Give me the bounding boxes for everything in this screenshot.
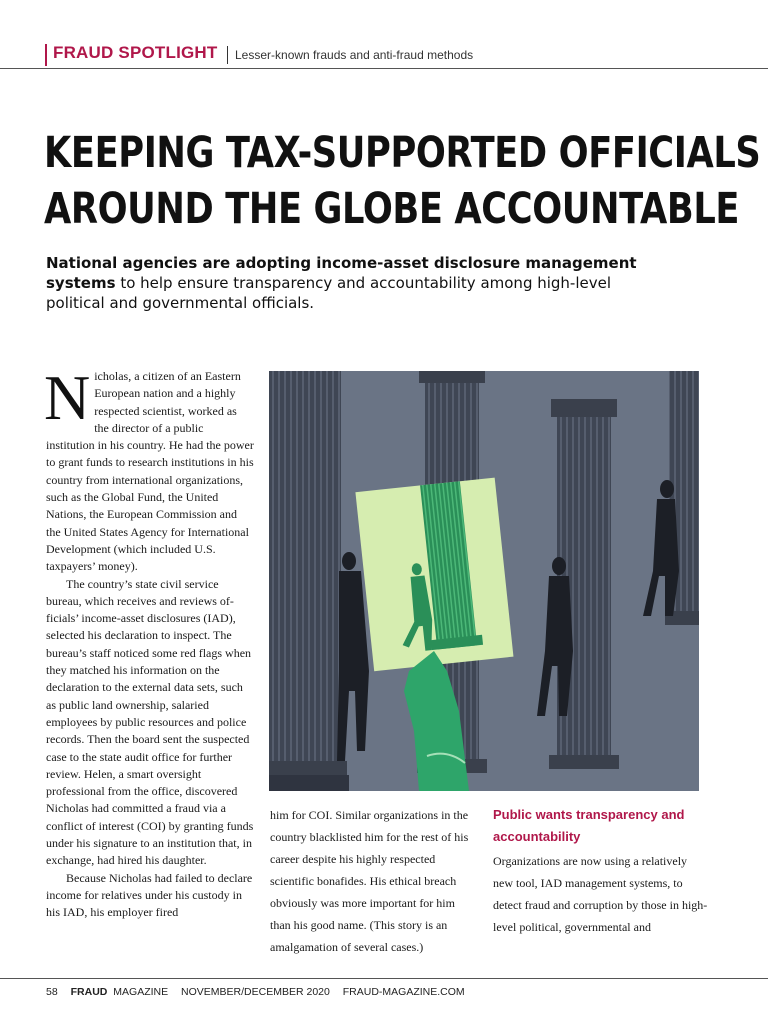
header-divider <box>227 46 228 64</box>
article-dek <box>46 253 666 313</box>
article-column-3 <box>493 804 708 938</box>
columns-illustration <box>269 371 699 791</box>
page-number: 58 <box>46 986 58 998</box>
article-column-1 <box>44 362 254 922</box>
article-column-2 <box>270 804 478 958</box>
column-left <box>269 371 349 791</box>
paragraph-2: The country’s state civil service bureau, which receives and reviews of-ficials’ income-asset disclosures (IAD), selected his declaration to inspect. The bureau’s staff noticed some red flags when they matched his information on the declaration to the external data sets, such as public land ownership, salaried employees by public resources and police records. Then the board sent the suspected case to the state audit office for further review. Helen, a smart oversight professional from the office, discovered Nicholas had committed a fraud via a conflict of interest (COI) by granting funds under his signature to an institution that, in exchange, had hired his daughter. <box>46 576 254 868</box>
section-label: FRAUD SPOTLIGHT <box>53 43 218 62</box>
footer-rule <box>0 978 768 979</box>
article-illustration <box>269 371 699 791</box>
drop-cap: N <box>44 362 91 433</box>
article-headline <box>44 125 761 237</box>
headline-line-1: KEEPING TAX-SUPPORTED OFFICIALS <box>44 128 761 178</box>
section-subhead: Public wants transparency and accountability <box>493 807 685 844</box>
headline-line-2: AROUND THE GLOBE ACCOUNTABLE <box>44 184 740 234</box>
paragraph-5: Organizations are now using a relatively new tool, IAD management systems, to detect fraud and corruption by those in high-level political, governmental and <box>493 854 708 934</box>
paragraph-1 <box>44 362 254 576</box>
section-tagline: Lesser-known frauds and anti-fraud methods <box>235 48 474 62</box>
magazine-name-bold: FRAUD <box>70 986 108 998</box>
section-header <box>0 40 768 70</box>
dek-rest: to help ensure transparency and accountability among high-level political and governmental officials. <box>46 274 612 312</box>
accent-divider <box>45 44 47 66</box>
paragraph-4: him for COI. Similar organizations in the country blacklisted him for the rest of his career despite his highly respected scientific bonafides. His ethical breach obviously was more important for him than his good name. (This story is an amalgamation of several cases.) <box>270 808 469 954</box>
footer-line <box>46 986 475 998</box>
magazine-name: MAGAZINE <box>113 986 169 998</box>
issue-date: NOVEMBER/DECEMBER 2020 <box>181 986 330 998</box>
held-picture <box>355 478 513 672</box>
paragraph-3: Because Nicholas had failed to declare income for relatives under his custody in his IAD, his employer fired <box>46 870 253 920</box>
header-rule <box>0 68 768 69</box>
site-url: FRAUD-MAGAZINE.COM <box>342 986 465 998</box>
paragraph-1-text: icholas, a citizen of an Eastern European nation and a highly respected scientist, worked as the director of a public institution in his country. He had the power to grant funds to research institutions in his country from international organizations, such as the Global Fund, the United Nations, the European Commission and the United States Agency for International Development (which included U.S. taxpayers’ money). <box>46 369 254 574</box>
dek-bold: National agencies are adopting income-asset disclosure management systems <box>46 254 637 292</box>
